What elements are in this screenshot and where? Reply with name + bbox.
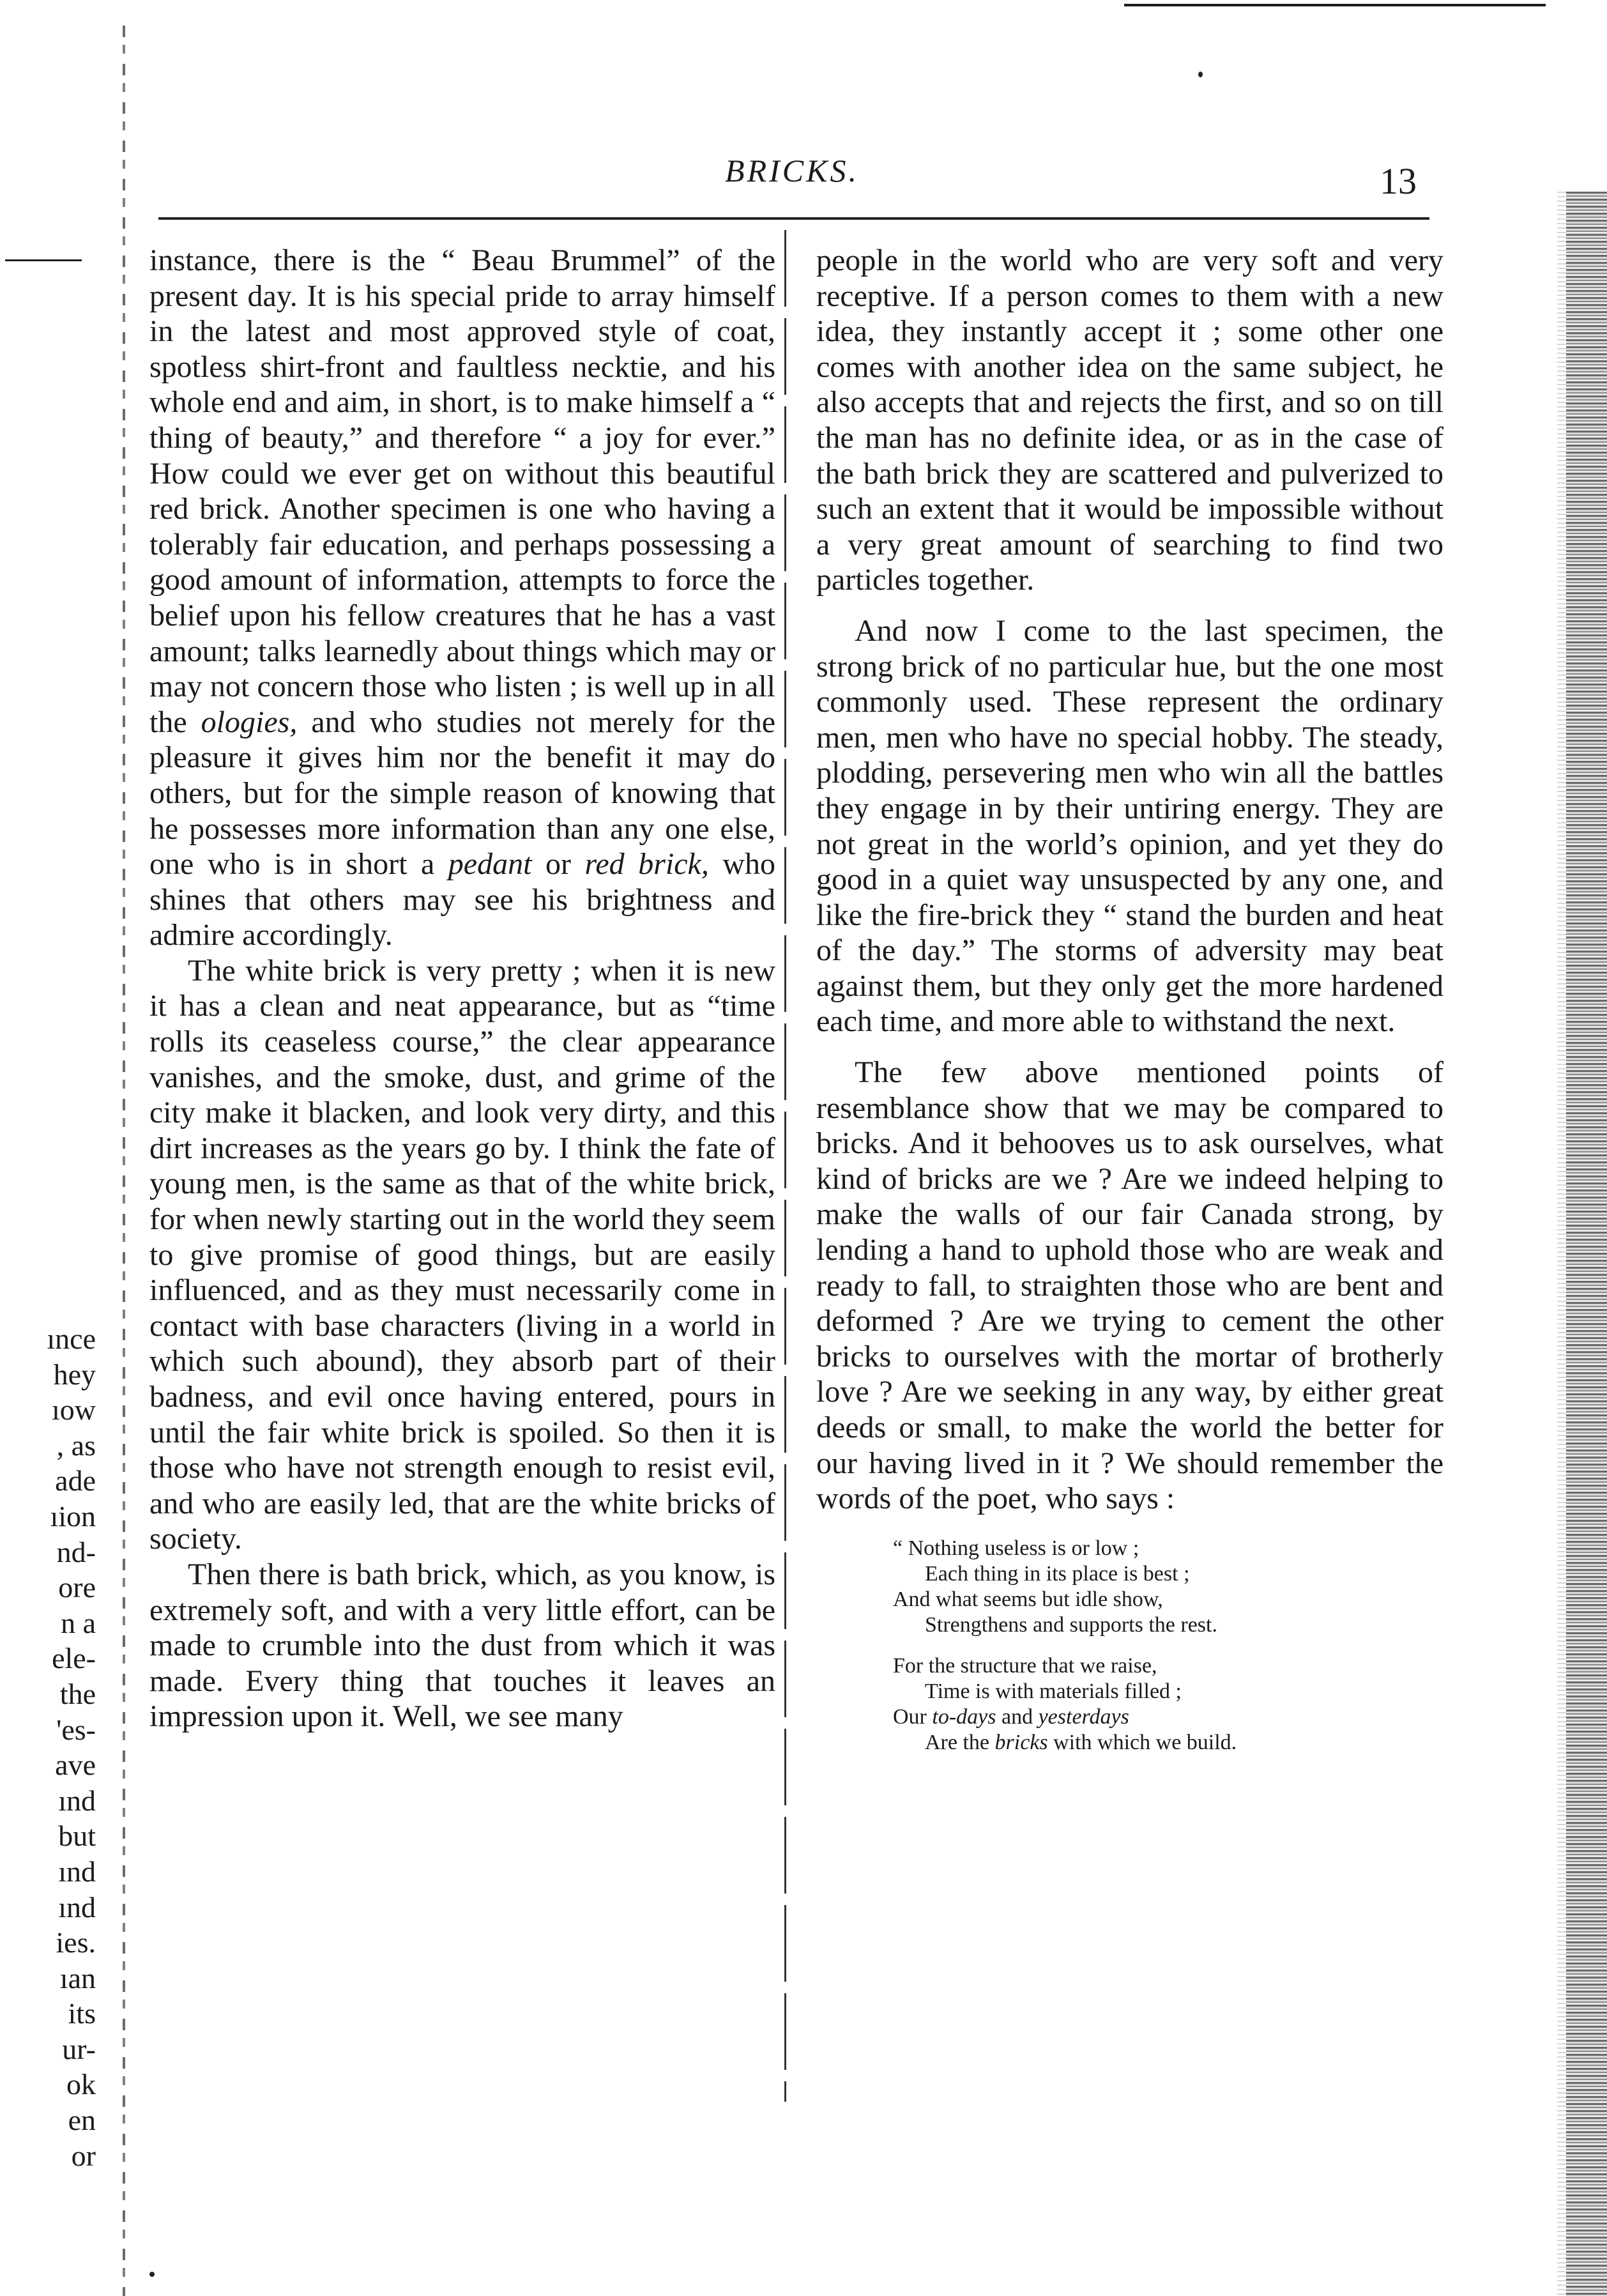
page-number: 13 bbox=[1380, 160, 1417, 202]
adjacent-page-fragments bbox=[0, 1321, 96, 2173]
adjacent-fragment: ore bbox=[58, 1571, 96, 1604]
paragraph-white-brick: The white brick is very pretty ; when it is new it has a clean and neat appearance, but as “time rolls its ceaseless course,” the clear appearance vanishes, and the smoke, dust, and grime of the city make it blacken, and look very dirty, and this dirt increases as the years go by. I think the fate of young men, is the same as that of the white brick, for when newly starting out in the world they seem to give promise of good things, but are easily influenced, and as they must necessarily come in contact with base characters (living in a world in which such abound), they absorb part of their badness, and evil once having entered, pours in until the fair white brick is spoiled. So then it is those who have not strength enough to resist evil, and who are easily led, that are the white bricks of society. bbox=[149, 953, 775, 1556]
adjacent-fragment: the bbox=[59, 1677, 96, 1710]
poem-line: “ Nothing useless is or low ; bbox=[893, 1536, 1139, 1560]
poem-stanza bbox=[893, 1536, 1443, 1638]
adjacent-fragment: 'es- bbox=[56, 1713, 96, 1746]
adjacent-fragment: or bbox=[71, 2139, 96, 2172]
adjacent-fragment: but bbox=[58, 1819, 96, 1853]
adjacent-fragment: nd- bbox=[56, 1535, 96, 1568]
poem-quotation bbox=[893, 1536, 1443, 1756]
binding-seam bbox=[123, 26, 125, 2296]
adjacent-fragment: ıion bbox=[50, 1499, 96, 1533]
adjacent-fragment: ok bbox=[66, 2068, 96, 2101]
poem-line: Each thing in its place is best ; bbox=[925, 1561, 1190, 1586]
adjacent-fragment: en bbox=[68, 2104, 96, 2137]
adjacent-fragment: hey bbox=[53, 1358, 96, 1391]
header-rule bbox=[158, 217, 1429, 220]
adjacent-fragment: n a bbox=[61, 1606, 96, 1639]
adjacent-fragment: ave bbox=[55, 1749, 96, 1782]
page-top-rule bbox=[1124, 4, 1546, 6]
adjacent-fragment: , as bbox=[56, 1428, 96, 1462]
left-column bbox=[149, 243, 775, 1734]
adjacent-fragment: ıan bbox=[59, 1961, 96, 1994]
adjacent-fragment: ade bbox=[55, 1464, 96, 1497]
paragraph-soft-people: people in the world who are very soft and very receptive. If a person comes to them with a new idea, they instantly accept it ; some other one comes with another idea on the same subject, he also accepts that and rejects the first, and so on till the man has no definite idea, or as in the case of the bath brick they are scattered and pulverized to such an extent that it would be impossible without a very great amount of searching to find two particles together. bbox=[816, 243, 1443, 597]
running-head: BRICKS. bbox=[725, 153, 859, 188]
adjacent-fragment: ıow bbox=[52, 1393, 96, 1427]
poem-line: And what seems but idle show, bbox=[893, 1587, 1163, 1611]
right-column bbox=[816, 243, 1443, 1771]
column-rule bbox=[784, 230, 786, 2102]
adjacent-fragment: ınd bbox=[58, 1890, 96, 1924]
paragraph-resemblance: The few above mentioned points of resemblance show that we may be compared to bricks. And it behooves us to ask ourselves, what kind of bricks are we ? Are we indeed helping to make the walls of our fair Canada strong, by lending a hand to uphold those who are weak and ready to fall, to straighten those who are bent and deformed ? Are we trying to cement the other bricks to ourselves with the mortar of brotherly love ? Are we seeking in any way, by either great deeds or small, to make the world the better for our having lived in it ? We should remember the words of the poet, who says : bbox=[816, 1055, 1443, 1516]
paragraph-strong-brick: And now I come to the last specimen, the strong brick of no particular hue, but the one most commonly used. These represent the ordinary men, men who have no special hobby. The steady, plodding, persevering men who win all the battles they engage in by their untiring energy. They are not great in the world’s opinion, and yet they do good in a quiet way unsuspected by any one, and like the fire-brick they “ stand the burden and heat of the day.” The storms of adversity may beat against them, but they only get the more hardened each time, and more able to withstand the next. bbox=[816, 613, 1443, 1039]
adjacent-fragment: ınd bbox=[58, 1784, 96, 1817]
adjacent-fragment: ur- bbox=[62, 2032, 96, 2065]
adjacent-fragment: ies. bbox=[56, 1926, 96, 1959]
speck-mark bbox=[1198, 72, 1203, 77]
poem-line: For the structure that we raise, bbox=[893, 1653, 1157, 1678]
poem-stanza bbox=[893, 1653, 1443, 1756]
adjacent-fragment: ınd bbox=[58, 1855, 96, 1888]
page-edge-strip bbox=[1566, 192, 1607, 2296]
paragraph-beau-brummel: instance, there is the “ Beau Brummel” of the present day. It is his special pride to array himself in the latest and most approved style of coat, spotless shirt-front and faultless necktie, and his whole end and aim, in short, is to make himself a “ thing of beauty,” and therefore “ a joy for ever.” How could we ever get on without this beautiful red brick. Another specimen is one who having a tolerably fair education, and perhaps possessing a good amount of information, attempts to force the belief upon his fellow creatures that he has a vast amount; talks learnedly about things which may or may not concern those who listen ; is well up in all the ologies, and who studies not merely for the pleasure it gives him nor the benefit it may do others, but for the simple reason of knowing that he possesses more information than any one else, one who is in short a pedant or red brick, who shines that others may see his brightness and admire accordingly. bbox=[149, 243, 776, 953]
poem-line: Are the bricks with which we build. bbox=[925, 1730, 1237, 1754]
poem-line: Strengthens and supports the rest. bbox=[925, 1612, 1217, 1637]
margin-tick bbox=[5, 259, 82, 261]
poem-line: Time is with materials filled ; bbox=[925, 1679, 1182, 1703]
adjacent-fragment: ele- bbox=[52, 1642, 96, 1675]
poem-line: Our to-days and yesterdays bbox=[893, 1704, 1129, 1729]
binding-gutter bbox=[110, 26, 155, 2296]
paragraph-bath-brick: Then there is bath brick, which, as you know, is extremely soft, and with a very little effort, can be made to crumble into the dust from which it was made. Every thing that touches it leaves an impression upon it. Well, we see many bbox=[149, 1557, 775, 1734]
adjacent-fragment: ınce bbox=[47, 1322, 96, 1355]
adjacent-fragment: its bbox=[68, 1997, 96, 2030]
